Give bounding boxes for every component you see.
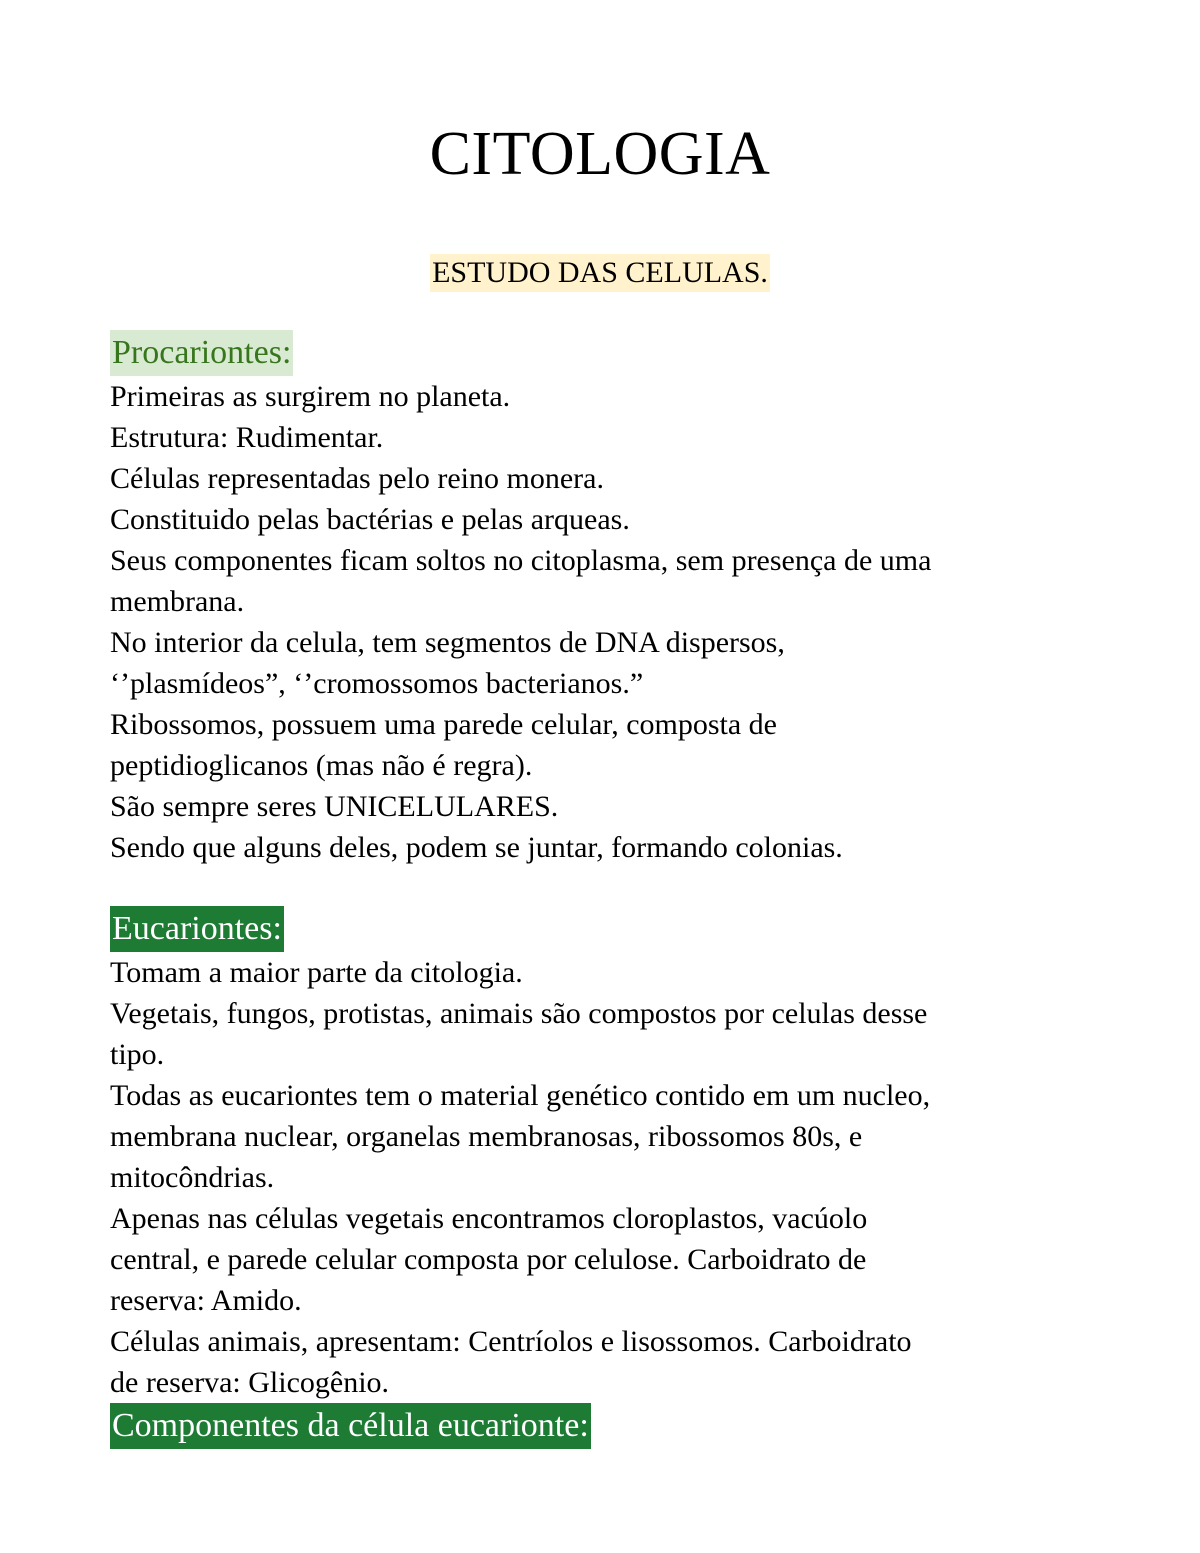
paragraph-line: Apenas nas células vegetais encontramos cloroplastos, vacúolo bbox=[110, 1202, 868, 1235]
subtitle-container bbox=[0, 254, 1200, 292]
paragraph-line: Sendo que alguns deles, podem se juntar, formando colonias. bbox=[110, 831, 843, 864]
paragraph-line: No interior da celula, tem segmentos de DNA dispersos, bbox=[110, 626, 785, 659]
paragraph-line: Tomam a maior parte da citologia. bbox=[110, 956, 523, 989]
paragraph-line: Constituido pelas bactérias e pelas arqueas. bbox=[110, 503, 630, 536]
procariontes-body bbox=[110, 376, 1100, 868]
paragraph-line: Todas as eucariontes tem o material genético contido em um nucleo, bbox=[110, 1079, 931, 1112]
paragraph-line: Vegetais, fungos, protistas, animais são compostos por celulas desse bbox=[110, 997, 928, 1030]
paragraph-line: tipo. bbox=[110, 1038, 165, 1071]
paragraph-line: de reserva: Glicogênio. bbox=[110, 1366, 390, 1399]
paragraph-line: Primeiras as surgirem no planeta. bbox=[110, 380, 511, 413]
paragraph-line: ‘’plasmídeos”, ‘’cromossomos bacterianos.” bbox=[110, 667, 644, 700]
paragraph-line: Células animais, apresentam: Centríolos e lisossomos. Carboidrato bbox=[110, 1325, 912, 1358]
paragraph-line: mitocôndrias. bbox=[110, 1161, 275, 1194]
paragraph-line: membrana. bbox=[110, 585, 245, 618]
section-eucariontes bbox=[110, 906, 1100, 1449]
document-title: CITOLOGIA bbox=[429, 120, 771, 188]
paragraph-line: Ribossomos, possuem uma parede celular, composta de bbox=[110, 708, 777, 741]
heading-eucariontes: Eucariontes: bbox=[110, 906, 284, 952]
paragraph-line: reserva: Amido. bbox=[110, 1284, 302, 1317]
heading-componentes: Componentes da célula eucarionte: bbox=[110, 1403, 591, 1449]
paragraph-line: São sempre seres UNICELULARES. bbox=[110, 790, 559, 823]
eucariontes-body bbox=[110, 952, 1100, 1403]
section-procariontes bbox=[110, 330, 1100, 868]
paragraph-line: membrana nuclear, organelas membranosas, ribossomos 80s, e bbox=[110, 1120, 863, 1153]
paragraph-line: peptidioglicanos (mas não é regra). bbox=[110, 749, 533, 782]
heading-procariontes: Procariontes: bbox=[110, 330, 293, 376]
paragraph-line: central, e parede celular composta por celulose. Carboidrato de bbox=[110, 1243, 867, 1276]
document-subtitle: ESTUDO DAS CELULAS. bbox=[430, 254, 770, 292]
paragraph-line: Células representadas pelo reino monera. bbox=[110, 462, 604, 495]
paragraph-line: Estrutura: Rudimentar. bbox=[110, 421, 384, 454]
paragraph-line: Seus componentes ficam soltos no citoplasma, sem presença de uma bbox=[110, 544, 932, 577]
